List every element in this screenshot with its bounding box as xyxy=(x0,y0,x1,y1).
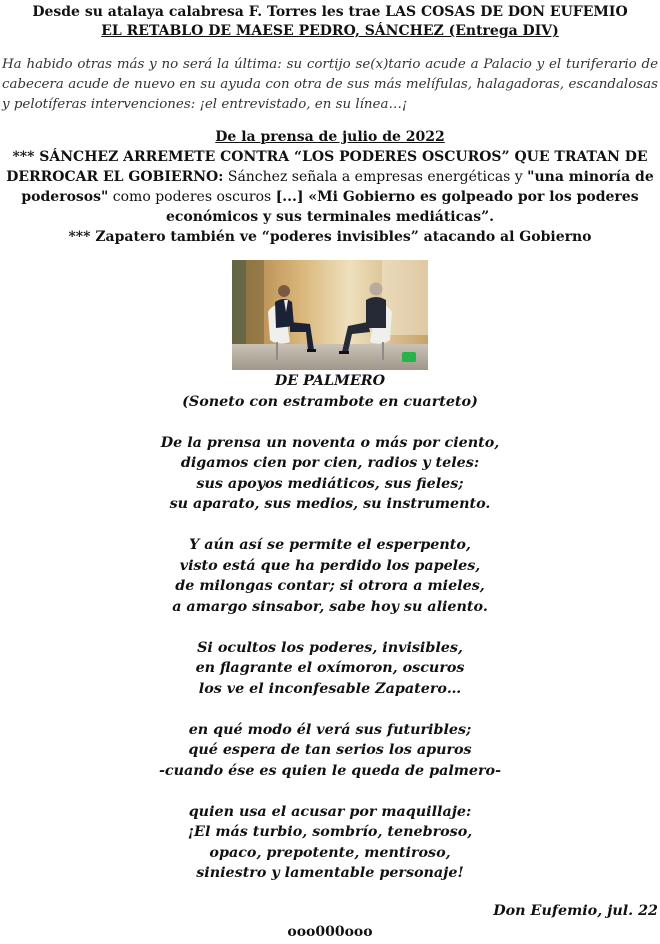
poem-line: visto está que ha perdido los papeles, xyxy=(179,557,481,574)
news-quote-2: [...] «Mi Gobierno es golpeado por los poderes económicos y sus terminales mediáticas”. xyxy=(165,189,639,225)
poem-line: -cuando ése es quien le queda de palmero- xyxy=(158,762,502,779)
poem-line: su aparato, sus medios, su instrumento. xyxy=(169,496,491,512)
news-block xyxy=(0,127,660,247)
poem-subtitle: (Soneto con estrambote en cuarteto) xyxy=(182,393,478,410)
ending-mark: ooo000ooo xyxy=(287,924,373,940)
poem-line: en qué modo él verá sus futuribles; xyxy=(188,721,472,738)
poem-line: siniestro y lamentable personaje! xyxy=(196,865,464,881)
photo-container xyxy=(0,260,660,370)
stanza-2 xyxy=(0,535,660,617)
news-paragraph xyxy=(0,147,660,227)
poem-line: ¡El más turbio, sombrío, tenebroso, xyxy=(187,824,473,840)
news-text-2: como poderes oscuros xyxy=(108,189,276,205)
stanza-4 xyxy=(0,720,660,782)
poem-line: sus apoyos mediáticos, sus fieles; xyxy=(196,475,464,492)
news-quote-1: "una minoría de poderosos" xyxy=(21,169,654,205)
poem-line: opaco, prepotente, mentiroso, xyxy=(209,844,451,861)
poem-line: Y aún así se permite el esperpento, xyxy=(189,537,471,553)
poem-line: quien usa el acusar por maquillaje: xyxy=(188,803,472,820)
poem-line: qué espera de tan serios los apuros xyxy=(188,742,472,758)
poem-line: a amargo sinsabor, sabe hoy su aliento. xyxy=(172,598,488,615)
intro-paragraph: Ha habido otras más y no será la última: su cortijo se(x)tario acude a Palacio y el turiferario de cabecera acude de nuevo en su ayuda con otra de sus más melífulas, halagadoras, escandalosas y pelotíferas intervenciones: ¡el entrevistado, en su línea…¡ xyxy=(2,57,658,112)
header-line-1: Desde su atalaya calabresa F. Torres les trae LAS COSAS DE DON EUFEMIO xyxy=(32,4,628,20)
news-headline-2 xyxy=(0,227,660,247)
stanza-5 xyxy=(0,802,660,884)
poem-line: Si ocultos los poderes, invisibles, xyxy=(197,639,463,656)
poem-line: De la prensa un noventa o más por ciento, xyxy=(160,434,500,451)
news-date: De la prensa de julio de 2022 xyxy=(215,129,445,145)
poem-line: de milongas contar; si otrora a mieles, xyxy=(175,578,485,594)
poem-line: en flagrante el oxímoron, oscuros xyxy=(195,660,465,676)
header xyxy=(0,0,660,41)
poem-title: DE PALMERO xyxy=(274,373,386,389)
poem-line: digamos cien por cien, radios y teles: xyxy=(180,455,480,471)
header-line-2: EL RETABLO DE MAESE PEDRO, SÁNCHEZ (Entrega DIV) xyxy=(101,23,559,39)
poem xyxy=(0,371,660,884)
stanza-3 xyxy=(0,638,660,700)
news-headline-1: *** SÁNCHEZ ARREMETE CONTRA “LOS PODERES OSCUROS” QUE TRATAN DE DERROCAR EL GOBIERNO: xyxy=(6,149,648,185)
news-text-1: Sánchez señala a empresas energéticas y xyxy=(223,169,528,185)
signature: Don Eufemio, jul. 22 xyxy=(493,903,658,919)
stanza-1 xyxy=(0,433,660,515)
interview-photo xyxy=(232,260,428,370)
news-headline-2-text: *** Zapatero también ve “poderes invisibles” atacando al Gobierno xyxy=(68,229,592,245)
poem-line: los ve el inconfesable Zapatero… xyxy=(198,680,462,697)
